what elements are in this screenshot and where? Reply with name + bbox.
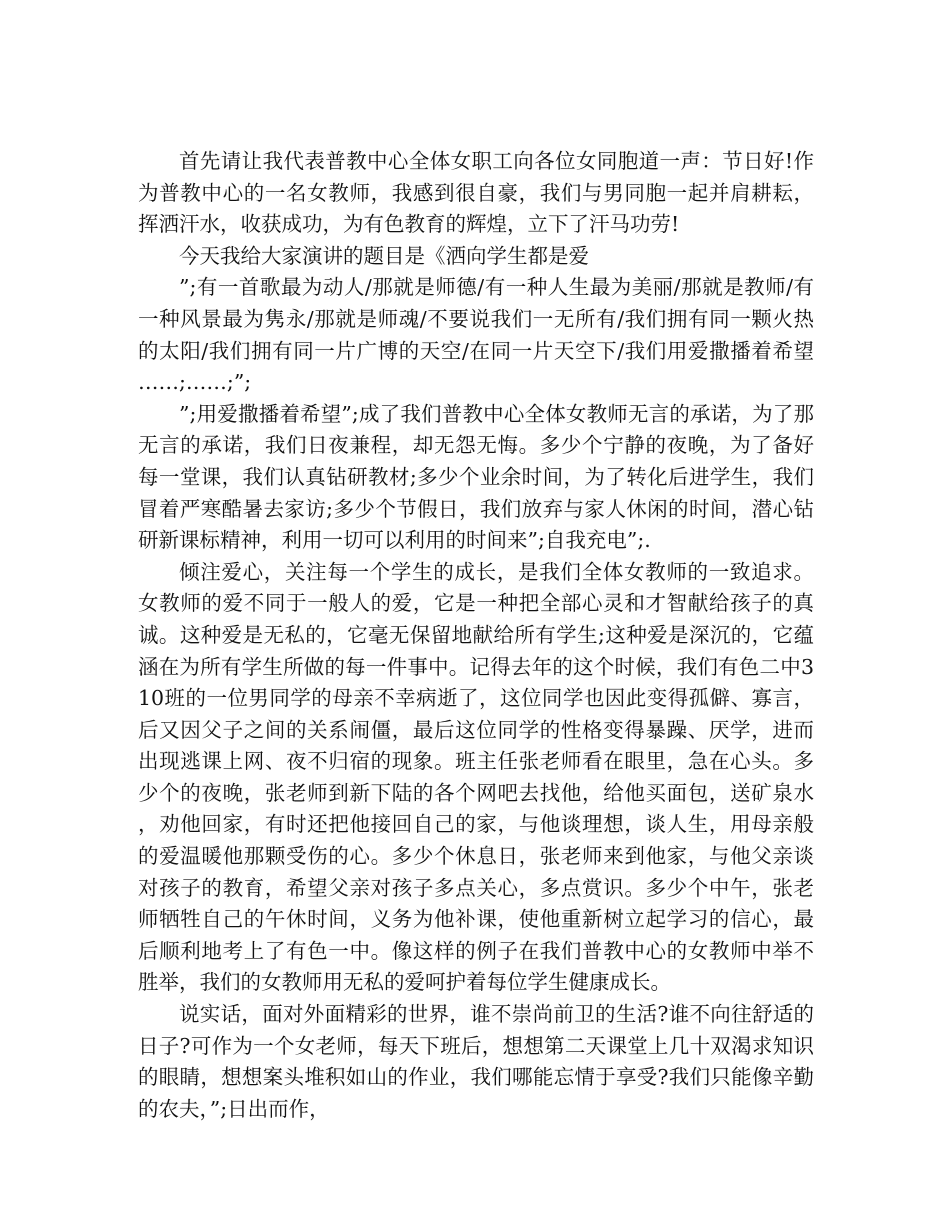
document-body xyxy=(138,146,814,1125)
paragraph-dedication: 说实话，面对外面精彩的世界，谁不崇尚前卫的生活?谁不向往舒适的日子?可作为一个女老师，每天下班后，想想第二天课堂上几十双渴求知识的眼睛，想想案头堆积如山的作业，我们哪能忘情于享受?我们只能像辛勤的农夫，”;日出而作， xyxy=(138,1002,814,1121)
paragraph-poem: ”;有一首歌最为动人/那就是师德/有一种人生最为美丽/那就是教师/有一种风景最为隽永/那就是师魂/不要说我们一无所有/我们拥有同一颗火热的太阳/我们拥有同一片广博的天空/在同一片天空下/我们用爱撒播着希望……;……;”; xyxy=(138,275,814,395)
paragraph-speech-title: 今天我给大家演讲的题目是《洒向学生都是爱 xyxy=(179,243,589,268)
paragraph-greeting: 首先请让我代表普教中心全体女职工向各位女同胞道一声：节日好!作为普教中心的一名女教师，我感到很自豪，我们与男同胞一起并肩耕耘，挥洒汗水，收获成功，为有色教育的辉煌，立下了汗马功劳! xyxy=(138,149,814,237)
paragraph-care-story: 倾注爱心，关注每一个学生的成长，是我们全体女教师的一致追求。女教师的爱不同于一般人的爱，它是一种把全部心灵和才智献给孩子的真诚。这种爱是无私的，它毫无保留地献给所有学生;这种爱是深沉的，它蕴涵在为所有学生所做的每一件事中。记得去年的这个时候，我们有色二中310班的一位男同学的母亲不幸病逝了，这位同学也因此变得孤僻、寡言，后又因父子之间的关系闹僵，最后这位同学的性格变得暴躁、厌学，进而出现逃课上网、夜不归宿的现象。班主任张老师看在眼里，急在心头。多少个的夜晚，张老师到新下陆的各个网吧去找他，给他买面包，送矿泉水，劝他回家，有时还把他接回自己的家，与他谈理想，谈人生，用母亲般的爱温暖他那颗受伤的心。多少个休息日，张老师来到他家，与他父亲谈对孩子的教育，希望父亲对孩子多点关心，多点赏识。多少个中午，张老师牺牲自己的午休时间，义务为他补课，使他重新树立起学习的信心，最后顺利地考上了有色一中。像这样的例子在我们普教中心的女教师中举不胜举，我们的女教师用无私的爱呵护着每位学生健康成长。 xyxy=(138,559,814,995)
paragraph-promise: ”;用爱撒播着希望”;成了我们普教中心全体女教师无言的承诺，为了那无言的承诺，我们日夜兼程，却无怨无悔。多少个宁静的夜晚，为了备好每一堂课，我们认真钻研教材;多少个业余时间，为了转化后进学生，我们冒着严寒酷暑去家访;多少个节假日，我们放弃与家人休闲的时间，潜心钻研新课标精神，利用一切可以利用的时间来”;自我充电”;. xyxy=(138,401,814,553)
